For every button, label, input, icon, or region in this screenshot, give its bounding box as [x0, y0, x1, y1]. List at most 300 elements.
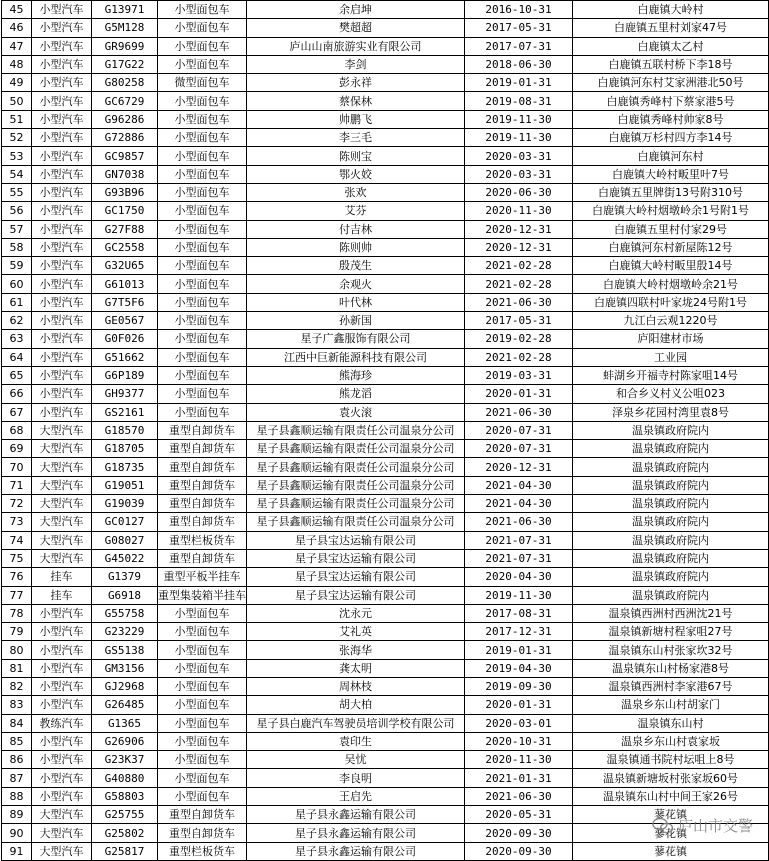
inspection-date-cell: 2020-03-31 [465, 147, 573, 165]
table-row [2, 1, 769, 19]
vehicle-category-cell: 小型汽车 [32, 604, 92, 622]
address-cell: 白鹿镇五里村刘家47号 [573, 19, 769, 37]
vehicle-category-cell: 小型汽车 [32, 92, 92, 110]
address-cell: 庐阳建材市场 [573, 330, 769, 348]
row-number-cell: 69 [2, 440, 32, 458]
vehicle-category-cell: 小型汽车 [32, 641, 92, 659]
row-number-cell: 81 [2, 659, 32, 677]
vehicle-model-cell: 小型面包车 [158, 275, 247, 293]
vehicle-model-cell: 小型面包车 [158, 403, 247, 421]
table-row [2, 257, 769, 275]
row-number-cell: 56 [2, 202, 32, 220]
vehicle-category-cell: 大型汽车 [32, 476, 92, 494]
vehicle-model-cell: 小型面包车 [158, 385, 247, 403]
owner-name-cell: 江西中巨新能源科技有限公司 [247, 348, 465, 366]
plate-number-cell: G45022 [92, 549, 158, 567]
plate-number-cell: G72886 [92, 129, 158, 147]
owner-name-cell: 熊龙滔 [247, 385, 465, 403]
inspection-date-cell: 2020-04-30 [465, 568, 573, 586]
inspection-date-cell: 2020-01-31 [465, 696, 573, 714]
table-row [2, 293, 769, 311]
row-number-cell: 61 [2, 293, 32, 311]
owner-name-cell: 星子县白鹿汽车驾驶员培训学校有限公司 [247, 714, 465, 732]
vehicle-category-cell: 大型汽车 [32, 824, 92, 842]
owner-name-cell: 张欢 [247, 183, 465, 201]
plate-number-cell: G0F026 [92, 330, 158, 348]
vehicle-model-cell: 小型面包车 [158, 659, 247, 677]
row-number-cell: 87 [2, 769, 32, 787]
owner-name-cell: 星子县宝达运输有限公司 [247, 568, 465, 586]
address-cell: 蓼花镇 [573, 806, 769, 824]
table-row [2, 458, 769, 476]
owner-name-cell: 星子广鑫服饰有限公司 [247, 330, 465, 348]
vehicle-model-cell: 小型面包车 [158, 257, 247, 275]
vehicle-model-cell: 小型面包车 [158, 220, 247, 238]
vehicle-category-cell: 小型汽车 [32, 312, 92, 330]
vehicle-category-cell: 小型汽车 [32, 74, 92, 92]
table-row [2, 403, 769, 421]
owner-name-cell: 星子县永鑫运输有限公司 [247, 824, 465, 842]
row-number-cell: 49 [2, 74, 32, 92]
row-number-cell: 55 [2, 183, 32, 201]
table-row [2, 366, 769, 384]
vehicle-category-cell: 小型汽车 [32, 385, 92, 403]
vehicle-model-cell: 小型面包车 [158, 696, 247, 714]
vehicle-category-cell: 小型汽车 [32, 330, 92, 348]
row-number-cell: 67 [2, 403, 32, 421]
vehicle-category-cell: 小型汽车 [32, 348, 92, 366]
vehicle-model-cell: 小型面包车 [158, 1, 247, 19]
owner-name-cell: 龚太明 [247, 659, 465, 677]
row-number-cell: 91 [2, 842, 32, 860]
plate-number-cell: GS2161 [92, 403, 158, 421]
address-cell: 白鹿镇太乙村 [573, 37, 769, 55]
vehicle-model-cell: 小型面包车 [158, 714, 247, 732]
plate-number-cell: G25755 [92, 806, 158, 824]
table-row [2, 183, 769, 201]
plate-number-cell: G26485 [92, 696, 158, 714]
inspection-date-cell: 2020-09-30 [465, 824, 573, 842]
inspection-date-cell: 2019-04-30 [465, 659, 573, 677]
table-row [2, 824, 769, 842]
inspection-date-cell: 2018-06-30 [465, 55, 573, 73]
address-cell: 白鹿镇河东村 [573, 147, 769, 165]
vehicle-model-cell: 小型面包车 [158, 55, 247, 73]
inspection-date-cell: 2021-06-30 [465, 403, 573, 421]
vehicle-category-cell: 挂车 [32, 586, 92, 604]
owner-name-cell: 陈则宝 [247, 147, 465, 165]
plate-number-cell: GC1750 [92, 202, 158, 220]
vehicle-category-cell: 小型汽车 [32, 623, 92, 641]
plate-number-cell: G6918 [92, 586, 158, 604]
row-number-cell: 59 [2, 257, 32, 275]
inspection-date-cell: 2017-08-31 [465, 604, 573, 622]
inspection-date-cell: 2017-05-31 [465, 312, 573, 330]
address-cell: 白鹿镇大岭村畈里叶7号 [573, 165, 769, 183]
inspection-date-cell: 2019-09-30 [465, 677, 573, 695]
vehicle-model-cell: 小型面包车 [158, 677, 247, 695]
address-cell: 白鹿镇大岭村畈里殷14号 [573, 257, 769, 275]
address-cell: 温泉镇政府院内 [573, 421, 769, 439]
row-number-cell: 70 [2, 458, 32, 476]
address-cell: 温泉镇西洲村西洲沈21号 [573, 604, 769, 622]
vehicle-model-cell: 重型栏板货车 [158, 842, 247, 860]
owner-name-cell: 李良明 [247, 769, 465, 787]
vehicle-category-cell: 小型汽车 [32, 769, 92, 787]
vehicle-category-cell: 大型汽车 [32, 495, 92, 513]
address-cell: 白鹿镇秀峰村帅家8号 [573, 110, 769, 128]
table-row [2, 129, 769, 147]
row-number-cell: 77 [2, 586, 32, 604]
inspection-date-cell: 2020-12-31 [465, 458, 573, 476]
plate-number-cell: G17G22 [92, 55, 158, 73]
inspection-date-cell: 2020-07-31 [465, 421, 573, 439]
table-row [2, 714, 769, 732]
address-cell: 和合乡义村义公咀023 [573, 385, 769, 403]
owner-name-cell: 鄂火姣 [247, 165, 465, 183]
vehicle-model-cell: 重型自卸货车 [158, 476, 247, 494]
table-row [2, 476, 769, 494]
inspection-date-cell: 2017-12-31 [465, 623, 573, 641]
vehicle-model-cell: 小型面包车 [158, 202, 247, 220]
row-number-cell: 53 [2, 147, 32, 165]
inspection-date-cell: 2020-09-30 [465, 842, 573, 860]
vehicle-model-cell: 重型自卸货车 [158, 421, 247, 439]
table-row [2, 623, 769, 641]
table-row [2, 37, 769, 55]
owner-name-cell: 袁印生 [247, 732, 465, 750]
vehicle-category-cell: 挂车 [32, 568, 92, 586]
owner-name-cell: 孙新国 [247, 312, 465, 330]
plate-number-cell: G93B96 [92, 183, 158, 201]
plate-number-cell: G40880 [92, 769, 158, 787]
table-row [2, 769, 769, 787]
plate-number-cell: G18570 [92, 421, 158, 439]
owner-name-cell: 蔡保林 [247, 92, 465, 110]
owner-name-cell: 樊超超 [247, 19, 465, 37]
plate-number-cell: GM3156 [92, 659, 158, 677]
vehicle-category-cell: 小型汽车 [32, 37, 92, 55]
table-row [2, 238, 769, 256]
vehicle-model-cell: 小型面包车 [158, 751, 247, 769]
owner-name-cell: 星子县鑫顺运输有限责任公司温泉分公司 [247, 458, 465, 476]
plate-number-cell: G18705 [92, 440, 158, 458]
inspection-date-cell: 2021-02-28 [465, 275, 573, 293]
vehicle-category-cell: 小型汽车 [32, 220, 92, 238]
address-cell: 温泉镇西洲村李家港67号 [573, 677, 769, 695]
owner-name-cell: 陈则帅 [247, 238, 465, 256]
vehicle-model-cell: 小型面包车 [158, 732, 247, 750]
owner-name-cell: 星子县宝达运输有限公司 [247, 586, 465, 604]
vehicle-model-cell: 小型面包车 [158, 293, 247, 311]
inspection-date-cell: 2020-01-31 [465, 385, 573, 403]
plate-number-cell: GC0127 [92, 513, 158, 531]
row-number-cell: 78 [2, 604, 32, 622]
vehicle-model-cell: 小型面包车 [158, 238, 247, 256]
address-cell: 温泉镇政府院内 [573, 549, 769, 567]
inspection-date-cell: 2020-10-31 [465, 732, 573, 750]
row-number-cell: 76 [2, 568, 32, 586]
table-row [2, 202, 769, 220]
vehicle-model-cell: 小型面包车 [158, 787, 247, 805]
plate-number-cell: G1365 [92, 714, 158, 732]
row-number-cell: 89 [2, 806, 32, 824]
table-row [2, 348, 769, 366]
address-cell: 白鹿镇四联村叶家垅24号附1号 [573, 293, 769, 311]
table-body [2, 1, 769, 861]
vehicle-category-cell: 大型汽车 [32, 531, 92, 549]
plate-number-cell: G7T5F6 [92, 293, 158, 311]
plate-number-cell: G55758 [92, 604, 158, 622]
inspection-date-cell: 2020-12-31 [465, 238, 573, 256]
row-number-cell: 47 [2, 37, 32, 55]
plate-number-cell: GC6729 [92, 92, 158, 110]
plate-number-cell: G23229 [92, 623, 158, 641]
vehicle-category-cell: 小型汽车 [32, 732, 92, 750]
row-number-cell: 85 [2, 732, 32, 750]
address-cell: 九江白云观1220号 [573, 312, 769, 330]
inspection-date-cell: 2017-07-31 [465, 37, 573, 55]
vehicle-model-cell: 微型面包车 [158, 74, 247, 92]
plate-number-cell: G51662 [92, 348, 158, 366]
owner-name-cell: 张海华 [247, 641, 465, 659]
row-number-cell: 90 [2, 824, 32, 842]
vehicle-category-cell: 小型汽车 [32, 403, 92, 421]
vehicle-category-cell: 小型汽车 [32, 1, 92, 19]
row-number-cell: 48 [2, 55, 32, 73]
row-number-cell: 83 [2, 696, 32, 714]
table-row [2, 549, 769, 567]
table-row [2, 568, 769, 586]
address-cell: 温泉镇东山村杨家港8号 [573, 659, 769, 677]
vehicle-model-cell: 小型面包车 [158, 769, 247, 787]
row-number-cell: 88 [2, 787, 32, 805]
row-number-cell: 66 [2, 385, 32, 403]
vehicle-category-cell: 小型汽车 [32, 293, 92, 311]
inspection-date-cell: 2020-07-31 [465, 440, 573, 458]
plate-number-cell: GN7038 [92, 165, 158, 183]
vehicle-model-cell: 小型面包车 [158, 37, 247, 55]
address-cell: 蚌湖乡开福寺村陈家咀14号 [573, 366, 769, 384]
address-cell: 温泉镇东山村张家坎32号 [573, 641, 769, 659]
table-row [2, 275, 769, 293]
vehicle-model-cell: 重型平板半挂车 [158, 568, 247, 586]
address-cell: 白鹿镇大岭村 [573, 1, 769, 19]
plate-number-cell: G32U65 [92, 257, 158, 275]
inspection-date-cell: 2019-03-31 [465, 366, 573, 384]
row-number-cell: 80 [2, 641, 32, 659]
plate-number-cell: GH9377 [92, 385, 158, 403]
inspection-date-cell: 2019-11-30 [465, 129, 573, 147]
owner-name-cell: 付吉林 [247, 220, 465, 238]
row-number-cell: 50 [2, 92, 32, 110]
row-number-cell: 54 [2, 165, 32, 183]
table-row [2, 440, 769, 458]
vehicle-category-cell: 小型汽车 [32, 110, 92, 128]
table-row [2, 806, 769, 824]
vehicle-category-cell: 小型汽车 [32, 19, 92, 37]
inspection-date-cell: 2021-06-30 [465, 513, 573, 531]
owner-name-cell: 余观火 [247, 275, 465, 293]
address-cell: 白鹿镇五里牌街13号附310号 [573, 183, 769, 201]
plate-number-cell: G96286 [92, 110, 158, 128]
address-cell: 温泉镇政府院内 [573, 568, 769, 586]
plate-number-cell: GC9857 [92, 147, 158, 165]
row-number-cell: 62 [2, 312, 32, 330]
address-cell: 温泉镇东山村中间王家26号 [573, 787, 769, 805]
vehicle-category-cell: 小型汽车 [32, 147, 92, 165]
inspection-date-cell: 2021-06-30 [465, 293, 573, 311]
table-row [2, 531, 769, 549]
vehicle-category-cell: 大型汽车 [32, 440, 92, 458]
table-row [2, 495, 769, 513]
table-row [2, 385, 769, 403]
plate-number-cell: G27F88 [92, 220, 158, 238]
vehicle-model-cell: 重型栏板货车 [158, 531, 247, 549]
vehicle-category-cell: 小型汽车 [32, 55, 92, 73]
plate-number-cell: G18735 [92, 458, 158, 476]
vehicle-category-cell: 大型汽车 [32, 806, 92, 824]
owner-name-cell: 星子县鑫顺运输有限责任公司温泉分公司 [247, 513, 465, 531]
owner-name-cell: 帅鹏飞 [247, 110, 465, 128]
vehicle-model-cell: 小型面包车 [158, 110, 247, 128]
address-cell: 温泉镇新塘村程家咀27号 [573, 623, 769, 641]
row-number-cell: 64 [2, 348, 32, 366]
row-number-cell: 57 [2, 220, 32, 238]
inspection-date-cell: 2020-03-31 [465, 165, 573, 183]
vehicle-category-cell: 小型汽车 [32, 202, 92, 220]
inspection-date-cell: 2019-01-31 [465, 641, 573, 659]
vehicle-category-cell: 大型汽车 [32, 513, 92, 531]
vehicle-category-cell: 小型汽车 [32, 165, 92, 183]
address-cell: 温泉乡东山村胡家门 [573, 696, 769, 714]
vehicle-model-cell: 重型集装箱半挂车 [158, 586, 247, 604]
plate-number-cell: GC2558 [92, 238, 158, 256]
owner-name-cell: 星子县鑫顺运输有限责任公司温泉分公司 [247, 495, 465, 513]
vehicle-model-cell: 重型自卸货车 [158, 513, 247, 531]
owner-name-cell: 余启坤 [247, 1, 465, 19]
table-row [2, 641, 769, 659]
plate-number-cell: G58803 [92, 787, 158, 805]
table-row [2, 165, 769, 183]
address-cell: 温泉镇政府院内 [573, 586, 769, 604]
address-cell: 温泉镇政府院内 [573, 531, 769, 549]
plate-number-cell: GR9699 [92, 37, 158, 55]
address-cell: 温泉镇东山村 [573, 714, 769, 732]
owner-name-cell: 李三毛 [247, 129, 465, 147]
row-number-cell: 58 [2, 238, 32, 256]
owner-name-cell: 殷茂生 [247, 257, 465, 275]
vehicle-category-cell: 小型汽车 [32, 659, 92, 677]
inspection-date-cell: 2017-05-31 [465, 19, 573, 37]
plate-number-cell: GS5138 [92, 641, 158, 659]
plate-number-cell: G08027 [92, 531, 158, 549]
vehicle-model-cell: 小型面包车 [158, 129, 247, 147]
row-number-cell: 82 [2, 677, 32, 695]
row-number-cell: 63 [2, 330, 32, 348]
plate-number-cell: G19051 [92, 476, 158, 494]
owner-name-cell: 沈永元 [247, 604, 465, 622]
inspection-date-cell: 2016-10-31 [465, 1, 573, 19]
vehicle-model-cell: 小型面包车 [158, 312, 247, 330]
address-cell: 白鹿镇五里村付家29号 [573, 220, 769, 238]
vehicle-model-cell: 重型自卸货车 [158, 458, 247, 476]
owner-name-cell: 叶代林 [247, 293, 465, 311]
address-cell: 蓼花镇 [573, 842, 769, 860]
table-row [2, 604, 769, 622]
vehicle-category-cell: 小型汽车 [32, 257, 92, 275]
owner-name-cell: 星子县永鑫运输有限公司 [247, 806, 465, 824]
watermark-text: 庐山市交警 [677, 817, 753, 835]
address-cell: 白鹿镇大岭村烟墩岭余1号附1号 [573, 202, 769, 220]
vehicle-category-cell: 小型汽车 [32, 238, 92, 256]
plate-number-cell: G5M128 [92, 19, 158, 37]
table-row [2, 74, 769, 92]
inspection-date-cell: 2020-03-01 [465, 714, 573, 732]
owner-name-cell: 星子县永鑫运输有限公司 [247, 842, 465, 860]
row-number-cell: 71 [2, 476, 32, 494]
vehicle-model-cell: 小型面包车 [158, 19, 247, 37]
inspection-date-cell: 2021-01-31 [465, 769, 573, 787]
table-row [2, 842, 769, 860]
owner-name-cell: 袁火滚 [247, 403, 465, 421]
inspection-date-cell: 2019-08-31 [465, 92, 573, 110]
owner-name-cell: 周林枝 [247, 677, 465, 695]
address-cell: 白鹿镇秀峰村下蔡家港5号 [573, 92, 769, 110]
plate-number-cell: GJ2968 [92, 677, 158, 695]
plate-number-cell: G6P189 [92, 366, 158, 384]
inspection-date-cell: 2019-11-30 [465, 586, 573, 604]
vehicle-model-cell: 小型面包车 [158, 604, 247, 622]
inspection-date-cell: 2019-01-31 [465, 74, 573, 92]
plate-number-cell: G19039 [92, 495, 158, 513]
vehicle-category-cell: 小型汽车 [32, 366, 92, 384]
address-cell: 泽泉乡花园村湾里袁8号 [573, 403, 769, 421]
inspection-date-cell: 2020-06-30 [465, 183, 573, 201]
table-row [2, 732, 769, 750]
vehicle-category-cell: 大型汽车 [32, 458, 92, 476]
plate-number-cell: G61013 [92, 275, 158, 293]
address-cell: 白鹿镇五联村桥下李18号 [573, 55, 769, 73]
row-number-cell: 46 [2, 19, 32, 37]
vehicle-category-cell: 小型汽车 [32, 275, 92, 293]
owner-name-cell: 星子县鑫顺运输有限责任公司温泉分公司 [247, 476, 465, 494]
table-row [2, 330, 769, 348]
inspection-date-cell: 2021-07-31 [465, 549, 573, 567]
owner-name-cell: 胡大柏 [247, 696, 465, 714]
vehicle-model-cell: 小型面包车 [158, 147, 247, 165]
inspection-date-cell: 2020-11-30 [465, 751, 573, 769]
inspection-date-cell: 2021-06-30 [465, 787, 573, 805]
owner-name-cell: 星子县宝达运输有限公司 [247, 549, 465, 567]
address-cell: 温泉镇政府院内 [573, 458, 769, 476]
row-number-cell: 60 [2, 275, 32, 293]
row-number-cell: 52 [2, 129, 32, 147]
inspection-date-cell: 2021-07-31 [465, 531, 573, 549]
inspection-date-cell: 2021-04-30 [465, 476, 573, 494]
address-cell: 温泉镇政府院内 [573, 495, 769, 513]
row-number-cell: 84 [2, 714, 32, 732]
address-cell: 温泉镇政府院内 [573, 440, 769, 458]
address-cell: 温泉镇政府院内 [573, 476, 769, 494]
vehicle-category-cell: 小型汽车 [32, 677, 92, 695]
address-cell: 白鹿镇河东村艾家洲港北50号 [573, 74, 769, 92]
table-row [2, 312, 769, 330]
row-number-cell: 45 [2, 1, 32, 19]
row-number-cell: 51 [2, 110, 32, 128]
vehicle-model-cell: 小型面包车 [158, 623, 247, 641]
inspection-date-cell: 2020-11-30 [465, 202, 573, 220]
